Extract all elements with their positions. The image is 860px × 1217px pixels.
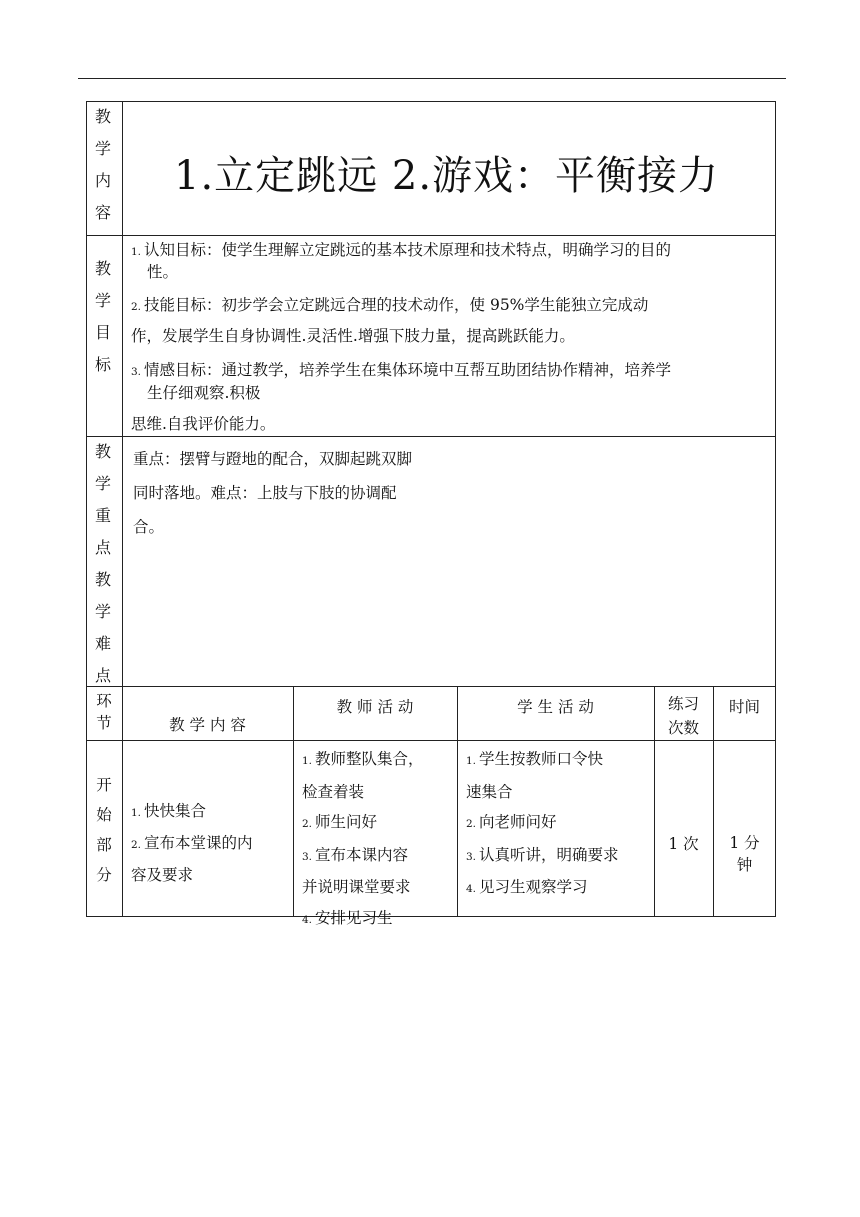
row-divider <box>86 686 776 687</box>
item-number: 4. <box>302 913 313 926</box>
list-item <box>131 828 253 860</box>
list-item <box>466 744 619 777</box>
item-number: 1. <box>131 807 142 819</box>
objectives-row-label <box>86 253 120 381</box>
item-number: 3. <box>131 366 142 378</box>
item-text: 认真听讲，明确要求 <box>479 845 619 864</box>
label-char: 重 <box>94 506 111 525</box>
item-number: 1. <box>466 755 477 767</box>
label-char: 容 <box>94 203 111 222</box>
list-item <box>466 872 619 905</box>
list-item <box>466 840 619 873</box>
header-practice <box>654 692 713 740</box>
row-divider <box>86 436 776 437</box>
row-divider <box>86 235 776 236</box>
objective-3-cont: 生仔细观察.积极 <box>147 384 261 402</box>
time-text: 钟 <box>736 856 753 874</box>
label-char: 内 <box>94 171 111 190</box>
label-char: 始 <box>96 806 112 824</box>
label-char: 教 <box>94 107 111 126</box>
objective-2 <box>131 295 648 317</box>
item-number: 3. <box>466 850 477 863</box>
item-text: 并说明课堂要求 <box>302 878 411 896</box>
col-divider <box>713 686 714 917</box>
key-points-row-label <box>86 436 120 692</box>
col-divider <box>293 686 294 917</box>
label-char: 难 <box>94 634 111 653</box>
objective-2-cont: 作，发展学生自身协调性.灵活性.增强下肢力量，提高跳跃能力。 <box>131 327 575 345</box>
list-item <box>302 744 424 777</box>
item-number: 2. <box>131 839 142 851</box>
item-text: 宣布本堂课的内 <box>144 834 253 852</box>
item-text: 学生按教师口令快 <box>479 750 604 768</box>
header-section <box>86 690 122 734</box>
header-char: 环 <box>96 692 112 710</box>
label-char: 点 <box>94 666 111 685</box>
item-text: 速集合 <box>466 782 513 801</box>
label-char: 学 <box>94 139 111 158</box>
row-divider <box>86 740 776 741</box>
header-time: 时间 <box>728 698 760 716</box>
label-char: 学 <box>94 602 111 621</box>
item-text: 检查着装 <box>302 782 365 801</box>
item-text: 快快集合 <box>144 802 207 820</box>
label-char: 标 <box>94 355 111 374</box>
start-student <box>466 744 619 905</box>
item-text: 教师整队集合， <box>315 750 424 768</box>
label-char: 教 <box>94 570 111 589</box>
label-char: 教 <box>94 259 111 278</box>
objective-1 <box>131 240 671 262</box>
objective-text: 技能目标：初步学会立定跳远合理的技术动作，使 95%学生能独立完成动 <box>144 296 649 314</box>
start-teacher <box>302 744 424 935</box>
objective-text: 情感目标：通过教学，培养学生在集体环境中互帮互助团结协作精神，培养学 <box>144 361 672 379</box>
header-char: 节 <box>96 714 112 732</box>
header-char: 次数 <box>667 719 699 737</box>
label-char: 点 <box>94 538 111 557</box>
item-text: 向老师问好 <box>479 813 557 831</box>
header-rule <box>78 78 786 79</box>
item-text: 容及要求 <box>131 866 194 884</box>
start-content <box>131 796 253 890</box>
list-item <box>131 796 253 828</box>
key-points-text <box>133 442 412 544</box>
item-number: 4. <box>466 883 477 895</box>
label-char: 目 <box>94 323 111 342</box>
label-char: 学 <box>94 291 111 310</box>
header-content: 教 学 内 容 <box>169 716 246 734</box>
objective-3 <box>131 360 671 382</box>
col-divider <box>457 686 458 917</box>
label-char: 分 <box>96 866 112 884</box>
col-divider <box>122 101 123 686</box>
key-points-line: 重点：摆臂与蹬地的配合，双脚起跳双脚 <box>133 450 413 468</box>
list-item <box>302 840 424 873</box>
item-text: 安排见习生 <box>315 908 393 927</box>
key-points-line: 同时落地。难点：上肢与下肢的协调配 <box>133 484 397 502</box>
list-item <box>302 903 424 936</box>
item-number: 3. <box>302 850 313 863</box>
start-time <box>713 832 776 876</box>
objective-3-cont2: 思维.自我评价能力。 <box>131 415 276 433</box>
header-char: 练习 <box>667 695 699 713</box>
content-row-label <box>86 101 120 229</box>
item-number: 2. <box>302 818 313 830</box>
header-student: 学 生 活 动 <box>517 698 594 716</box>
objective-text: 认知目标：使学生理解立定跳远的基本技术原理和技术特点，明确学习的目的 <box>144 241 672 259</box>
time-text: 1 分 <box>729 834 760 852</box>
start-section-label <box>86 770 122 890</box>
objective-1-cont: 性。 <box>147 263 179 281</box>
key-points-line: 合。 <box>133 518 165 536</box>
item-text: 宣布本课内容 <box>315 845 409 864</box>
item-number: 1. <box>302 755 313 767</box>
item-text: 师生问好 <box>315 813 378 831</box>
lesson-title: 1.立定跳远 2.游戏：平衡接力 <box>174 153 720 199</box>
list-item <box>302 807 424 840</box>
item-text: 见习生观察学习 <box>479 878 588 896</box>
header-teacher: 教 师 活 动 <box>336 698 414 716</box>
label-char: 部 <box>96 836 112 854</box>
list-item <box>466 807 619 840</box>
start-practice: 1 次 <box>668 835 699 853</box>
label-char: 学 <box>94 474 111 493</box>
item-number: 1. <box>131 246 142 258</box>
item-number: 2. <box>466 818 477 830</box>
item-number: 2. <box>131 301 142 313</box>
label-char: 教 <box>94 442 111 461</box>
label-char: 开 <box>96 776 112 794</box>
